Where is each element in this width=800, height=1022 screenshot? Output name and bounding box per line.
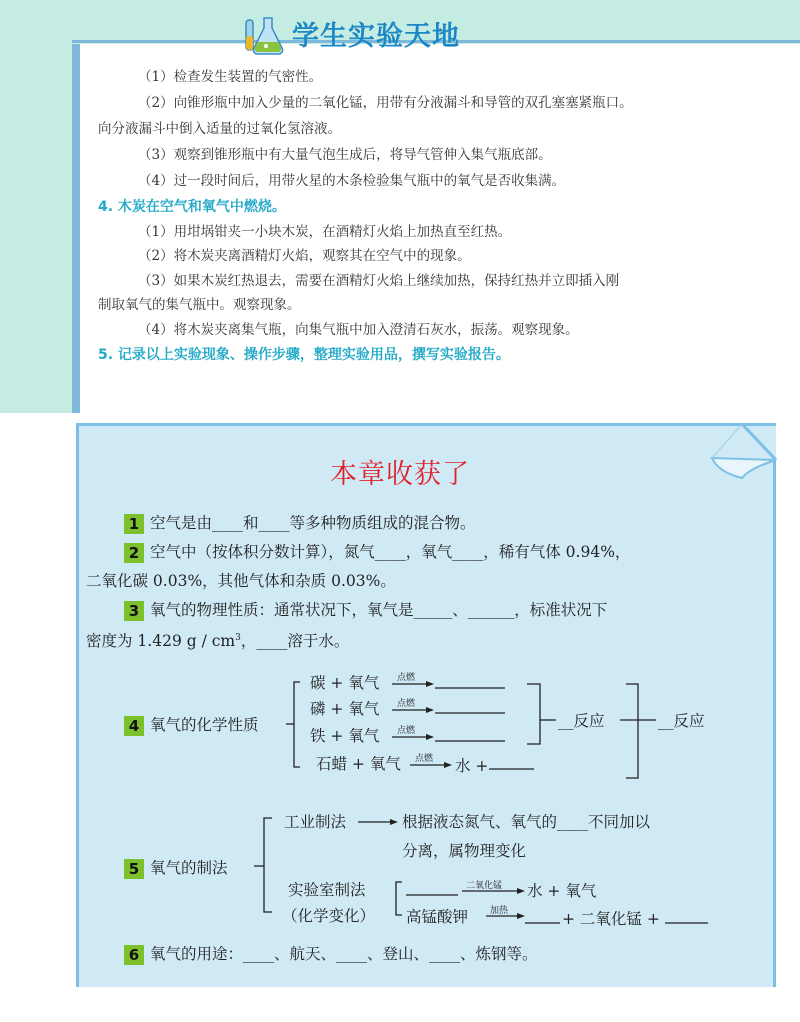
reaction-carbon: 碳 + 氧气 (310, 674, 380, 692)
heat-condition: 加热 (490, 906, 509, 916)
density-exponent: 3 (235, 633, 241, 643)
step-line: （1）用坩埚钳夹一小块木炭，在酒精灯火焰上加热直至红热。 (138, 224, 512, 240)
step-line: 向分液漏斗中倒入适量的过氧化氢溶液。 (98, 121, 341, 137)
item-number-badge: 3 (124, 601, 144, 621)
step-line: （1）检查发生装置的气密性。 (138, 69, 323, 85)
paraffin-product: 水 + (455, 757, 489, 775)
lab-method-note: （化学变化） (282, 907, 376, 925)
condition-label: 点燃 (397, 699, 416, 709)
lab-product-2: + 二氧化锰 + (562, 910, 660, 928)
condition-label: 点燃 (397, 673, 416, 683)
item-label: 氧气的制法 (150, 859, 228, 877)
item-number-badge: 2 (124, 543, 144, 563)
industrial-method: 工业制法 (284, 813, 347, 831)
summary-item-6 (124, 944, 538, 965)
industrial-description-continued: 分离，属物理变化 (402, 842, 527, 860)
lab-method: 实验室制法 (288, 881, 366, 899)
reaction-phosphorus: 磷 + 氧气 (310, 700, 380, 718)
step-line: 制取氧气的集气瓶中。观察现象。 (98, 297, 301, 313)
reaction-type-1: __反应 (558, 712, 605, 730)
reaction-iron: 铁 + 氧气 (310, 727, 380, 745)
reaction-paraffin: 石蜡 + 氧气 (316, 755, 401, 773)
item-number-badge: 1 (124, 514, 144, 534)
catalyst-condition: 二氧化锰 (466, 881, 503, 891)
condition-label: 点燃 (397, 726, 416, 736)
step-line: （4）将木炭夹离集气瓶，向集气瓶中加入澄清石灰水，振荡。观察现象。 (138, 322, 579, 338)
step-heading: 5. 记录以上实验现象、操作步骤，整理实验用品，撰写实验报告。 (98, 347, 510, 363)
item-number-badge: 6 (124, 945, 144, 965)
industrial-description: 根据液态氮气、氧气的____不同加以 (402, 813, 651, 831)
item-text: 氧气的用途：____、航天、____、登山、____、炼钢等。 (150, 945, 538, 963)
summary-title: 本章收获了 (330, 459, 470, 490)
step-line: （2）将木炭夹离酒精灯火焰，观察其在空气中的现象。 (138, 248, 471, 264)
item-number-badge: 4 (124, 716, 144, 736)
step-line: （3）如果木炭红热退去，需要在酒精灯火焰上继续加热，保持红热并立即插入刚 (138, 273, 620, 289)
solubility-text: ，____溶于水。 (240, 632, 350, 651)
density-text: 密度为 1.429 g / cm (86, 632, 236, 651)
item-text: 空气中（按体积分数计算），氮气____，氧气____，稀有气体 0.94%， (150, 543, 631, 561)
section-title: 学生实验天地 (292, 21, 460, 52)
reaction-type-2: __反应 (658, 712, 705, 730)
step-line: （4）过一段时间后，用带火星的木条检验集气瓶中的氧气是否收集满。 (138, 173, 566, 189)
item-text-continued: 二氧化碳 0.03%，其他气体和杂质 0.03%。 (86, 572, 396, 590)
potassium-permanganate: 高锰酸钾 (406, 908, 469, 926)
lab-product-1: 水 + 氧气 (527, 882, 597, 900)
condition-label: 点燃 (415, 754, 434, 764)
item-label: 氧气的化学性质 (150, 716, 259, 734)
step-line: （2）向锥形瓶中加入少量的二氧化锰，用带有分液漏斗和导管的双孔塞塞紧瓶口。 (138, 95, 633, 111)
item-number-badge: 5 (124, 859, 144, 879)
item-text: 氧气的物理性质：通常状况下，氧气是_____、______，标准状况下 (150, 601, 608, 619)
item-text: 空气是由____和____等多种物质组成的混合物。 (150, 514, 476, 532)
step-line: （3）观察到锥形瓶中有大量气泡生成后，将导气管伸入集气瓶底部。 (138, 147, 552, 163)
step-heading: 4. 木炭在空气和氧气中燃烧。 (98, 199, 286, 215)
